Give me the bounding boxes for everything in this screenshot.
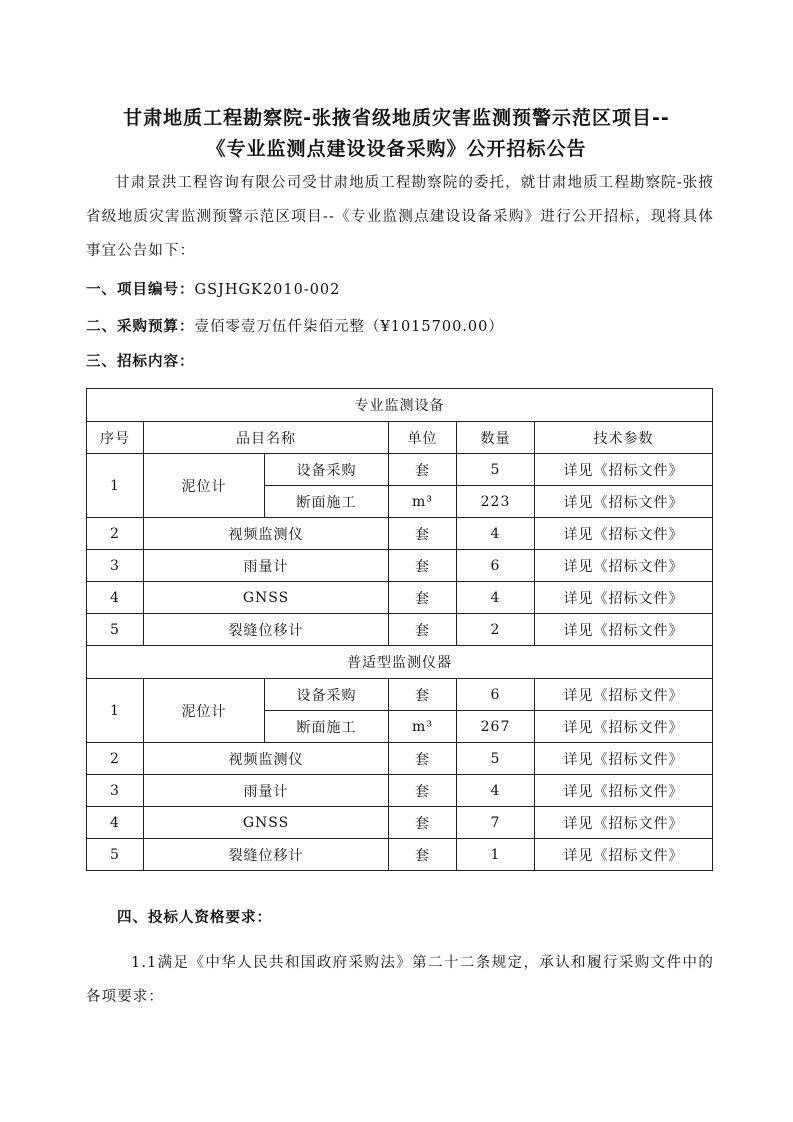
cell-name: 雨量计 xyxy=(144,775,389,807)
cell-no: 2 xyxy=(87,518,144,550)
cell-name: 视频监测仪 xyxy=(144,518,389,550)
table-column-headers xyxy=(87,422,713,454)
cell-unit: 套 xyxy=(389,775,457,807)
cell-spec: 详见《招标文件》 xyxy=(535,486,713,518)
budget-value: 壹佰零壹万伍仟柒佰元整（¥1015700.00） xyxy=(194,319,504,335)
table-row xyxy=(87,775,713,807)
cell-no: 5 xyxy=(87,839,144,871)
cell-spec: 详见《招标文件》 xyxy=(535,775,713,807)
cell-name: 泥位计 xyxy=(144,454,265,518)
cell-spec: 详见《招标文件》 xyxy=(535,550,713,582)
cell-qty: 7 xyxy=(457,807,535,839)
budget-label: 二、采购预算： xyxy=(86,319,195,335)
header-spec: 技术参数 xyxy=(535,422,713,454)
cell-unit: 套 xyxy=(389,582,457,614)
cell-qty: 223 xyxy=(457,486,535,518)
project-number-label: 一、项目编号： xyxy=(86,282,195,298)
header-qty: 数量 xyxy=(457,422,535,454)
table-row xyxy=(87,582,713,614)
table-row xyxy=(87,550,713,582)
group-title: 专业监测设备 xyxy=(87,389,713,422)
cell-qty: 4 xyxy=(457,775,535,807)
cell-name: 视频监测仪 xyxy=(144,743,389,775)
cell-qty: 4 xyxy=(457,518,535,550)
project-number-value: GSJHGK2010-002 xyxy=(194,282,341,298)
procurement-budget xyxy=(86,315,504,336)
table-row xyxy=(87,839,713,871)
cell-unit: 套 xyxy=(389,679,457,711)
header-no: 序号 xyxy=(87,422,144,454)
cell-name: 裂缝位移计 xyxy=(144,839,389,871)
cell-qty: 2 xyxy=(457,614,535,646)
cell-sub: 断面施工 xyxy=(265,486,389,518)
cell-qty: 1 xyxy=(457,839,535,871)
cell-qty: 6 xyxy=(457,550,535,582)
cell-qty: 5 xyxy=(457,454,535,486)
cell-unit: 套 xyxy=(389,614,457,646)
cell-no: 3 xyxy=(87,775,144,807)
cell-name: 泥位计 xyxy=(144,679,265,743)
tender-content-heading xyxy=(86,350,195,371)
cell-spec: 详见《招标文件》 xyxy=(535,679,713,711)
bidder-qualification-label: 四、投标人资格要求： xyxy=(117,910,272,926)
cell-qty: 6 xyxy=(457,679,535,711)
header-unit: 单位 xyxy=(389,422,457,454)
table-group-header xyxy=(87,646,713,679)
table-row xyxy=(87,614,713,646)
table-row xyxy=(87,807,713,839)
table-row xyxy=(87,743,713,775)
document-title-line2: 《专业监测点建设设备采购》公开招标公告 xyxy=(206,138,587,160)
cell-name: 裂缝位移计 xyxy=(144,614,389,646)
cell-sub: 断面施工 xyxy=(265,711,389,743)
cell-no: 3 xyxy=(87,550,144,582)
tender-content-label: 三、招标内容： xyxy=(86,354,195,370)
cell-spec: 详见《招标文件》 xyxy=(535,454,713,486)
cell-spec: 详见《招标文件》 xyxy=(535,614,713,646)
cell-unit: 套 xyxy=(389,454,457,486)
group-title: 普适型监测仪器 xyxy=(87,646,713,679)
cell-spec: 详见《招标文件》 xyxy=(535,711,713,743)
table-row xyxy=(87,454,713,486)
table-row xyxy=(87,518,713,550)
cell-unit: m³ xyxy=(389,486,457,518)
cell-name: 雨量计 xyxy=(144,550,389,582)
cell-sub: 设备采购 xyxy=(265,679,389,711)
cell-spec: 详见《招标文件》 xyxy=(535,807,713,839)
cell-no: 4 xyxy=(87,807,144,839)
table-group-header xyxy=(87,389,713,422)
table-row xyxy=(87,679,713,711)
cell-unit: 套 xyxy=(389,839,457,871)
cell-qty: 267 xyxy=(457,711,535,743)
cell-qty: 4 xyxy=(457,582,535,614)
cell-no: 4 xyxy=(87,582,144,614)
cell-unit: 套 xyxy=(389,743,457,775)
cell-unit: 套 xyxy=(389,807,457,839)
cell-no: 1 xyxy=(87,454,144,518)
cell-no: 2 xyxy=(87,743,144,775)
cell-no: 1 xyxy=(87,679,144,743)
project-number xyxy=(86,278,340,299)
qualification-clause-1-1: 1.1满足《中华人民共和国政府采购法》第二十二条规定，承认和履行采购文件中的各项要求： xyxy=(86,955,714,1005)
cell-spec: 详见《招标文件》 xyxy=(535,582,713,614)
tender-items-table xyxy=(86,388,713,871)
document-title-line1: 甘肃地质工程勘察院-张掖省级地质灾害监测预警示范区项目-- xyxy=(123,107,670,129)
cell-spec: 详见《招标文件》 xyxy=(535,839,713,871)
cell-sub: 设备采购 xyxy=(265,454,389,486)
cell-name: GNSS xyxy=(144,582,389,614)
header-item: 品目名称 xyxy=(144,422,389,454)
bidder-qualification-heading xyxy=(117,906,272,927)
cell-name: GNSS xyxy=(144,807,389,839)
cell-qty: 5 xyxy=(457,743,535,775)
cell-spec: 详见《招标文件》 xyxy=(535,518,713,550)
intro-paragraph: 甘肃景洪工程咨询有限公司受甘肃地质工程勘察院的委托，就甘肃地质工程勘察院-张掖省级地质灾害监测预警示范区项目--《专业监测点建设设备采购》进行公开招标，现将具体事宜公告如下： xyxy=(86,175,714,259)
cell-unit: 套 xyxy=(389,518,457,550)
cell-spec: 详见《招标文件》 xyxy=(535,743,713,775)
cell-no: 5 xyxy=(87,614,144,646)
cell-unit: m³ xyxy=(389,711,457,743)
cell-unit: 套 xyxy=(389,550,457,582)
